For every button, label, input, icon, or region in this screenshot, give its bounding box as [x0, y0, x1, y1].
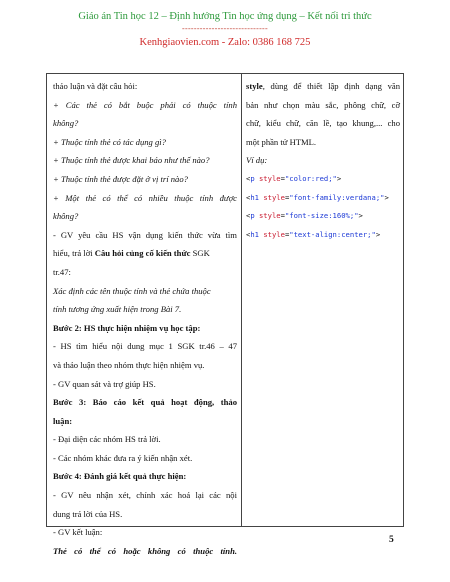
question-line: không?	[53, 211, 79, 222]
text-line: - Đại diện các nhóm HS trả lời.	[53, 434, 161, 445]
column-divider	[241, 74, 242, 526]
step-heading: Bước 2: HS thực hiện nhiệm vụ học tập:	[53, 322, 201, 333]
text-line: và thảo luận theo nhóm thực hiện nhiệm vụ.	[53, 359, 205, 370]
activity-column	[53, 77, 237, 560]
code-line: <h1 style="text-align:center;">	[246, 229, 381, 239]
text-line: hiểu, trả lời Câu hỏi củng cố kiến thức SGK	[53, 248, 210, 259]
text-line: một phần tử HTML.	[246, 136, 317, 147]
page-number: 5	[389, 535, 394, 545]
step-heading: luận:	[53, 415, 73, 426]
question-line: + Thuộc tính thẻ được đặt ở vị trí nào?	[53, 173, 188, 184]
header-divider: -----------------------------	[182, 24, 268, 33]
task-line: Xác định các tên thuộc tính và thẻ chứa thuộc	[53, 285, 211, 296]
question-line: + Một thẻ có thể có nhiều thuộc tính được	[53, 192, 237, 203]
code-line: <h1 style="font-family:verdana;">	[246, 192, 389, 202]
text-line: - GV nêu nhận xét, chính xác hoá lại các nội	[53, 490, 237, 501]
text-line: - HS tìm hiểu nội dung mục 1 SGK tr.46 – 47	[53, 341, 237, 352]
content-column	[246, 77, 400, 244]
text-line: bản như chọn màu sắc, phông chữ, cỡ	[246, 99, 400, 110]
text-line: thảo luận và đặt câu hỏi:	[53, 81, 138, 91]
conclusion-line: Thẻ có thể có hoặc không có thuộc tính.	[53, 545, 237, 556]
question-line: + Các thẻ có bắt buộc phải có thuộc tính	[53, 99, 237, 110]
text-line: style, dùng để thiết lập định dạng văn	[246, 81, 400, 91]
question-line: + Thuộc tính thẻ được khai báo như thế nào?	[53, 155, 210, 166]
bold-phrase: Câu hỏi củng cố kiến thức	[94, 248, 191, 259]
text-line: - GV yêu cầu HS vận dụng kiến thức vừa tìm	[53, 229, 237, 240]
lesson-table	[46, 73, 404, 556]
code-line: <p style="font-size:160%;">	[246, 211, 363, 221]
step-heading: Bước 3: Báo cáo kết quả hoạt động, thảo	[53, 397, 237, 408]
document-header-title: Giáo án Tin học 12 – Định hướng Tin học ứng dụng – Kết nối tri thức	[78, 11, 372, 22]
text-line: - Các nhóm khác đưa ra ý kiến nhận xét.	[53, 452, 193, 463]
header-site-contact: Kenhgiaovien.com - Zalo: 0386 168 725	[139, 37, 311, 48]
code-line: <p style="color:red;">	[246, 173, 342, 183]
bold-term: style	[246, 81, 263, 91]
text-line: tr.47:	[53, 266, 71, 277]
example-label: Ví dụ:	[246, 155, 268, 166]
text-line: - GV kết luận:	[53, 527, 103, 538]
step-heading: Bước 4: Đánh giá kết quả thực hiện:	[53, 471, 187, 482]
text-line: dung trả lời của HS.	[53, 508, 123, 519]
question-line: không?	[53, 118, 79, 129]
task-line: tính tương ứng xuất hiện trong Bài 7.	[53, 304, 182, 315]
text-line: - GV quan sát và trợ giúp HS.	[53, 378, 156, 389]
question-line: + Thuộc tính thẻ có tác dụng gì?	[53, 136, 166, 147]
text-line: chữ, kiểu chữ, căn lề, tạo khung,... cho	[246, 118, 400, 129]
